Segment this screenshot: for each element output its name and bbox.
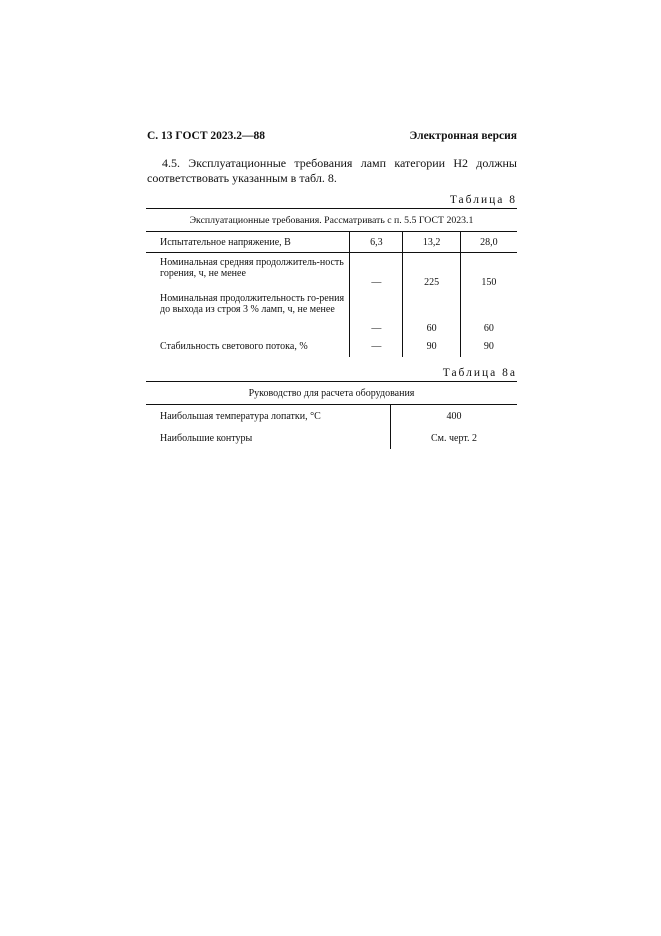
page-header-right: Электронная версия bbox=[409, 130, 517, 142]
row-label: Наибольшие контуры bbox=[160, 432, 253, 444]
row-value: 90 bbox=[403, 335, 460, 357]
table-row bbox=[146, 232, 517, 253]
row-label: Наибольшая температура лопатки, °С bbox=[160, 410, 321, 422]
row-label: Номинальная продолжительность го-рения до выхода из строя 3 % ламп, ч, не менее bbox=[160, 293, 345, 315]
table-row bbox=[146, 289, 517, 335]
row-value: 150 bbox=[460, 253, 517, 290]
row-value: — bbox=[350, 253, 403, 290]
table-8a bbox=[146, 381, 517, 449]
table-row bbox=[146, 405, 517, 428]
table-8-caption: Таблица 8 bbox=[449, 194, 517, 206]
paragraph-4-5: 4.5. Эксплуатационные требования ламп категории Н2 должны соответствовать указанным в табл. 8. bbox=[147, 156, 517, 185]
row-value: 60 bbox=[460, 289, 517, 335]
table-8a-header: Руководство для расчета оборудования bbox=[146, 382, 517, 405]
row-label: Испытательное напряжение, В bbox=[146, 232, 350, 253]
row-value: 13,2 bbox=[403, 232, 460, 253]
table-8a-caption: Таблица 8а bbox=[442, 367, 517, 379]
row-value: 60 bbox=[403, 289, 460, 335]
table-row bbox=[146, 335, 517, 357]
row-label: Стабильность светового потока, % bbox=[160, 340, 308, 352]
page-header-left: С. 13 ГОСТ 2023.2—88 bbox=[147, 130, 266, 142]
row-value: См. черт. 2 bbox=[391, 427, 518, 449]
row-value: — bbox=[350, 335, 403, 357]
row-value: — bbox=[350, 289, 403, 335]
table-8-header: Эксплуатационные требования. Рассматривать с п. 5.5 ГОСТ 2023.1 bbox=[146, 209, 517, 232]
row-value: 6,3 bbox=[350, 232, 403, 253]
table-row bbox=[146, 427, 517, 449]
row-value: 28,0 bbox=[460, 232, 517, 253]
row-value: 90 bbox=[460, 335, 517, 357]
table-row bbox=[146, 253, 517, 290]
table-8 bbox=[146, 208, 517, 357]
row-value: 400 bbox=[391, 405, 518, 428]
row-value: 225 bbox=[403, 253, 460, 290]
row-label: Номинальная средняя продолжитель-ность горения, ч, не менее bbox=[160, 257, 344, 279]
